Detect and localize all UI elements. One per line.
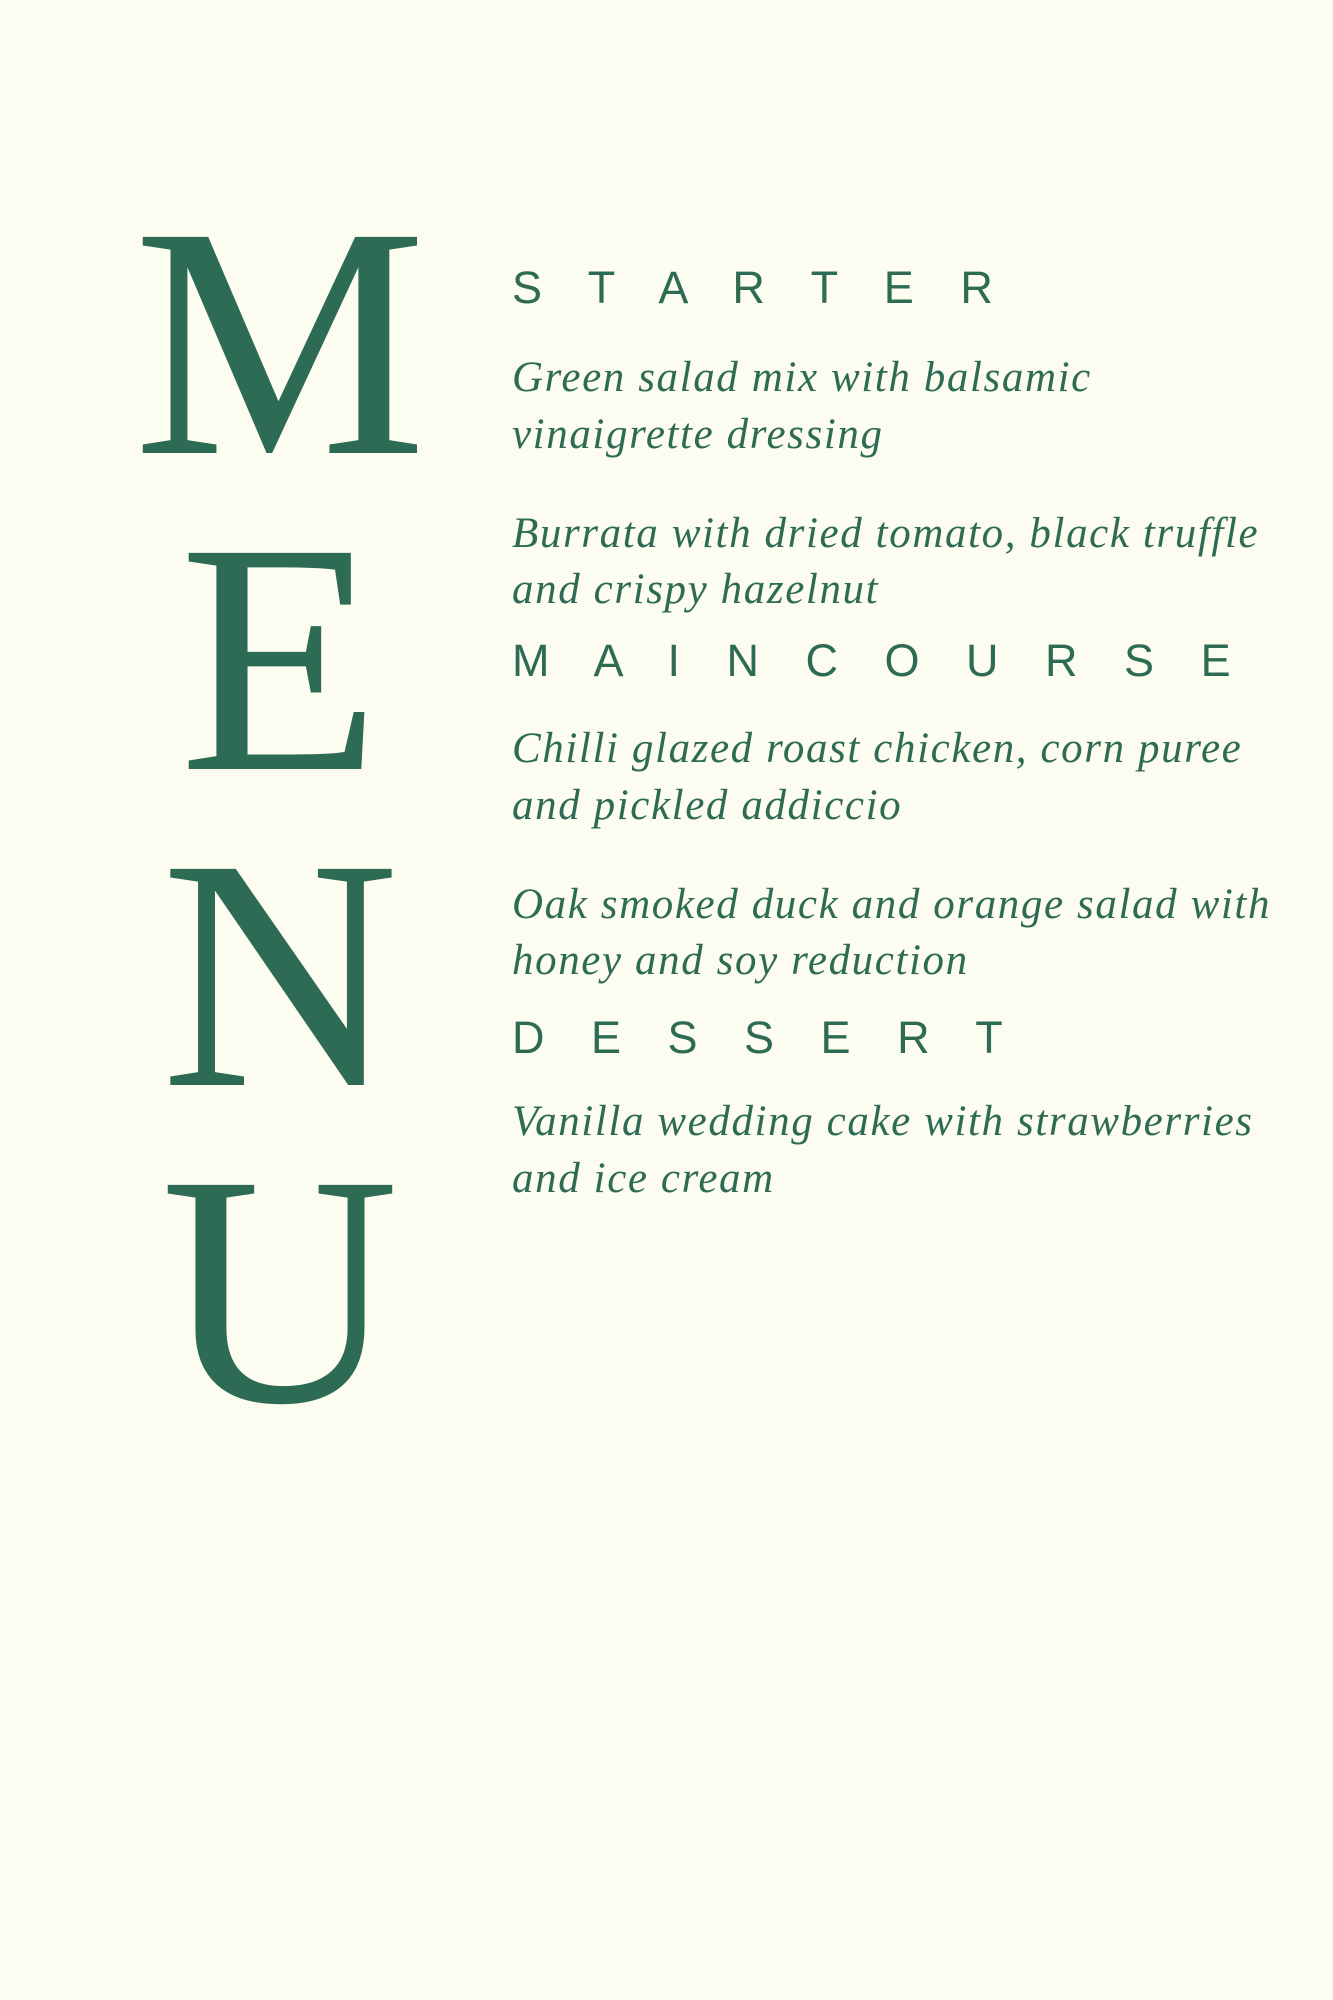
section-title-main-course: M A I N C O U R S E	[512, 635, 1248, 686]
section-title-dessert: D E S S E R T	[512, 1012, 1020, 1063]
menu-letter-n: N	[160, 792, 400, 1157]
menu-section-main-course	[512, 635, 1302, 990]
dish-item: Burrata with dried tomato, black truffle and crispy hazelnut	[512, 509, 1260, 614]
menu-letter-e: E	[179, 476, 381, 841]
dish-item: Oak smoked duck and orange salad with honey and soy reduction	[512, 880, 1272, 985]
menu-letter-m: M	[133, 160, 427, 525]
dish-item: Chilli glazed roast chicken, corn puree and pickled addiccio	[512, 725, 1243, 829]
menu-letter-u: U	[160, 1108, 400, 1473]
dish-item: Vanilla wedding cake with strawberries and ice cream	[512, 1098, 1254, 1202]
menu-section-starter	[512, 262, 1302, 619]
menu-section-dessert	[512, 1012, 1302, 1208]
dish-item: Green salad mix with balsamic vinaigrette dressing	[512, 354, 1092, 458]
section-title-starter: S T A R T E R	[512, 262, 1010, 313]
menu-vertical-title	[133, 160, 427, 1473]
menu-sections	[512, 262, 1302, 1214]
